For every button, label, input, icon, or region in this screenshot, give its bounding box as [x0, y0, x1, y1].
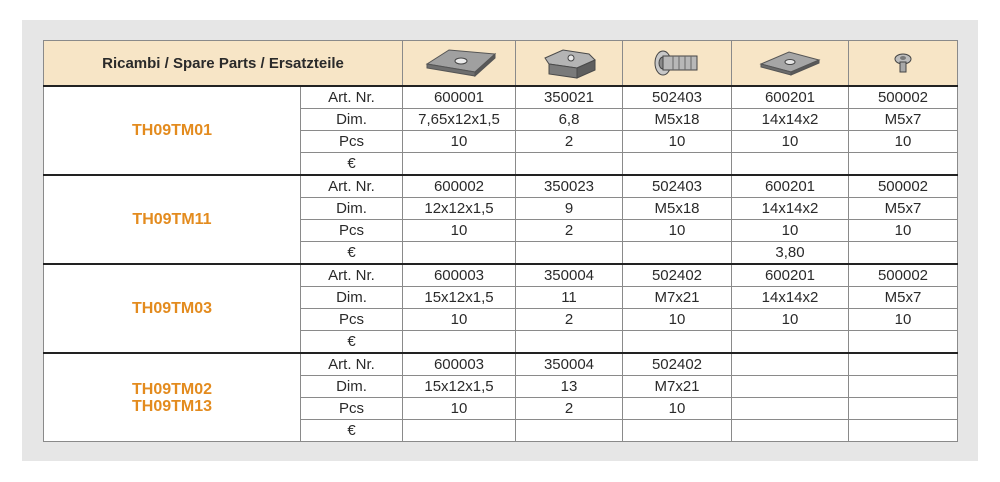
- art-nr-cell: 500002: [849, 86, 958, 109]
- pcs-cell: [849, 398, 958, 420]
- pcs-cell: 2: [516, 131, 623, 153]
- dim-cell: 14x14x2: [732, 109, 849, 131]
- pcs-cell: 10: [623, 131, 732, 153]
- row-label-pcs: Pcs: [301, 398, 403, 420]
- pcs-cell: [732, 398, 849, 420]
- pcs-cell: 10: [623, 398, 732, 420]
- row-label-price: €: [301, 242, 403, 265]
- price-cell: [516, 153, 623, 176]
- table-row: [44, 175, 958, 198]
- art-nr-cell: 600201: [732, 175, 849, 198]
- price-cell: [623, 420, 732, 442]
- art-nr-cell: 600201: [732, 86, 849, 109]
- model-cell: [44, 175, 301, 264]
- table-row: [44, 353, 958, 376]
- art-nr-cell: 600003: [403, 353, 516, 376]
- pcs-cell: 10: [849, 220, 958, 242]
- price-cell: [516, 242, 623, 265]
- pcs-cell: 10: [623, 220, 732, 242]
- header-row: [44, 41, 958, 87]
- pcs-cell: 10: [403, 131, 516, 153]
- row-label-dim: Dim.: [301, 198, 403, 220]
- part-image-2: [516, 41, 623, 87]
- row-label-price: €: [301, 331, 403, 354]
- part-image-3: [623, 41, 732, 87]
- row-label-art-nr: Art. Nr.: [301, 86, 403, 109]
- art-nr-cell: 500002: [849, 264, 958, 287]
- art-nr-cell: 600001: [403, 86, 516, 109]
- small-screw-icon: [888, 50, 918, 76]
- dim-cell: 9: [516, 198, 623, 220]
- dim-cell: 15x12x1,5: [403, 376, 516, 398]
- dim-cell: 13: [516, 376, 623, 398]
- square-insert-icon: [419, 46, 499, 80]
- price-cell: [403, 153, 516, 176]
- row-label-art-nr: Art. Nr.: [301, 264, 403, 287]
- model-name: TH09TM11: [132, 211, 212, 228]
- price-cell: [623, 331, 732, 354]
- pcs-cell: 2: [516, 398, 623, 420]
- dim-cell: M5x7: [849, 287, 958, 309]
- pcs-cell: 10: [623, 309, 732, 331]
- row-label-art-nr: Art. Nr.: [301, 175, 403, 198]
- spare-parts-table: [43, 40, 958, 442]
- pcs-cell: 10: [849, 131, 958, 153]
- dim-cell: 12x12x1,5: [403, 198, 516, 220]
- dim-cell: M5x7: [849, 198, 958, 220]
- dim-cell: 15x12x1,5: [403, 287, 516, 309]
- dim-cell: M5x7: [849, 109, 958, 131]
- part-image-1: [403, 41, 516, 87]
- price-cell: 3,80: [732, 242, 849, 265]
- art-nr-cell: 502403: [623, 175, 732, 198]
- art-nr-cell: 502402: [623, 353, 732, 376]
- art-nr-cell: 350004: [516, 353, 623, 376]
- art-nr-cell: 600002: [403, 175, 516, 198]
- art-nr-cell: 500002: [849, 175, 958, 198]
- dim-cell: M5x18: [623, 109, 732, 131]
- dim-cell: M5x18: [623, 198, 732, 220]
- row-label-dim: Dim.: [301, 376, 403, 398]
- dim-cell: 14x14x2: [732, 198, 849, 220]
- model-name: TH09TM02: [131, 380, 213, 398]
- price-cell: [403, 331, 516, 354]
- pcs-cell: 10: [732, 220, 849, 242]
- model-cell: [44, 264, 301, 353]
- art-nr-cell: 350021: [516, 86, 623, 109]
- table-body: [44, 86, 958, 442]
- model-name: TH09TM13: [131, 397, 213, 415]
- price-cell: [403, 242, 516, 265]
- price-cell: [623, 153, 732, 176]
- dim-cell: 7,65x12x1,5: [403, 109, 516, 131]
- price-cell: [732, 420, 849, 442]
- price-cell: [849, 331, 958, 354]
- pcs-cell: 2: [516, 220, 623, 242]
- art-nr-cell: [732, 353, 849, 376]
- price-cell: [849, 153, 958, 176]
- price-cell: [516, 331, 623, 354]
- price-cell: [849, 420, 958, 442]
- part-image-4: [732, 41, 849, 87]
- table-row: [44, 86, 958, 109]
- table-row: [44, 264, 958, 287]
- price-cell: [516, 420, 623, 442]
- shim-plate-icon: [755, 48, 825, 78]
- model-cell: [44, 353, 301, 442]
- pcs-cell: 2: [516, 309, 623, 331]
- dim-cell: 6,8: [516, 109, 623, 131]
- art-nr-cell: 600201: [732, 264, 849, 287]
- model-name: TH09TM01: [131, 122, 213, 139]
- table-title: Ricambi / Spare Parts / Ersatzteile: [44, 41, 403, 87]
- dim-cell: M7x21: [623, 287, 732, 309]
- clamp-wedge-icon: [539, 44, 599, 82]
- row-label-pcs: Pcs: [301, 220, 403, 242]
- price-cell: [732, 153, 849, 176]
- price-cell: [732, 331, 849, 354]
- model-name: TH09TM03: [131, 300, 213, 317]
- pcs-cell: 10: [403, 398, 516, 420]
- dim-cell: 14x14x2: [732, 287, 849, 309]
- art-nr-cell: [849, 353, 958, 376]
- pcs-cell: 10: [732, 131, 849, 153]
- model-cell: [44, 86, 301, 175]
- pcs-cell: 10: [403, 309, 516, 331]
- socket-screw-icon: [649, 45, 705, 81]
- row-label-art-nr: Art. Nr.: [301, 353, 403, 376]
- dim-cell: 11: [516, 287, 623, 309]
- art-nr-cell: 600003: [403, 264, 516, 287]
- part-image-5: [849, 41, 958, 87]
- price-cell: [623, 242, 732, 265]
- pcs-cell: 10: [403, 220, 516, 242]
- pcs-cell: 10: [732, 309, 849, 331]
- art-nr-cell: 502403: [623, 86, 732, 109]
- art-nr-cell: 350023: [516, 175, 623, 198]
- row-label-dim: Dim.: [301, 287, 403, 309]
- row-label-pcs: Pcs: [301, 309, 403, 331]
- art-nr-cell: 350004: [516, 264, 623, 287]
- price-cell: [849, 242, 958, 265]
- pcs-cell: 10: [849, 309, 958, 331]
- row-label-price: €: [301, 420, 403, 442]
- art-nr-cell: 502402: [623, 264, 732, 287]
- price-cell: [403, 420, 516, 442]
- row-label-dim: Dim.: [301, 109, 403, 131]
- row-label-price: €: [301, 153, 403, 176]
- dim-cell: [732, 376, 849, 398]
- dim-cell: [849, 376, 958, 398]
- dim-cell: M7x21: [623, 376, 732, 398]
- row-label-pcs: Pcs: [301, 131, 403, 153]
